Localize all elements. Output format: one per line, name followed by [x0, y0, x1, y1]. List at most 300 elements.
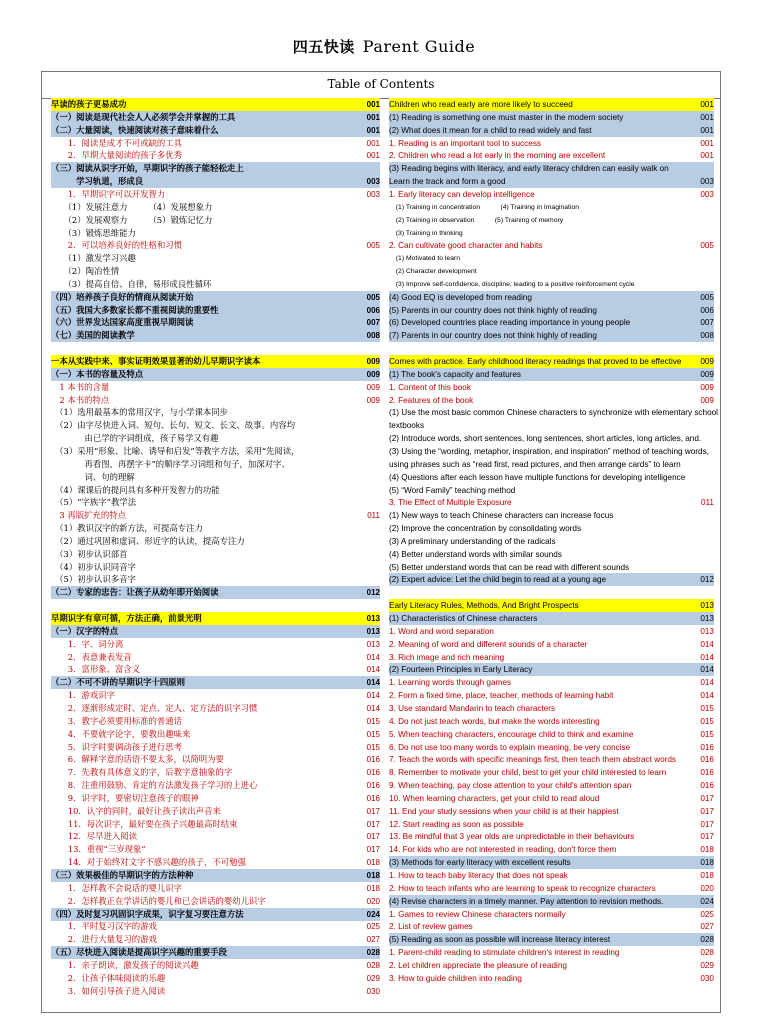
- toc-entry-title: 10. When learning characters, get your child to read aloud: [389, 793, 600, 803]
- toc-heading: Table of Contents: [42, 72, 720, 99]
- left-toc-row: [51, 432, 380, 445]
- toc-entry-page: 016: [700, 742, 714, 752]
- toc-entry-page: [684, 548, 714, 561]
- toc-entry-title: 1．早期识字可以开发智力: [51, 188, 166, 199]
- toc-entry-page: [350, 484, 380, 497]
- left-toc-row: [51, 818, 380, 831]
- toc-entry-page: 018: [366, 883, 380, 893]
- right-toc-row: [389, 882, 714, 895]
- toc-entry-title: (2) Introduce words, short sentences, long sentences, short articles, long articles, and.: [389, 434, 702, 444]
- right-toc-row: [389, 188, 714, 201]
- toc-entry-page: [684, 252, 714, 265]
- toc-entry-title: 2. Meaning of word and different sounds of a character: [389, 639, 588, 649]
- left-toc-row: [51, 985, 380, 998]
- toc-entry-page: 015: [366, 742, 380, 752]
- toc-entry-page: 018: [700, 845, 714, 855]
- toc-entry-title: (4) Good EQ is developed from reading: [389, 292, 532, 302]
- left-toc-row: [51, 381, 380, 394]
- toc-entry-title: 1. Early literacy can develop intelligence: [389, 189, 535, 199]
- right-toc-row: [389, 535, 714, 548]
- right-toc-row: [389, 227, 714, 240]
- left-toc-row: [51, 535, 380, 548]
- toc-entry-title: 2. Children who read a lot early in the morning are excellent: [389, 151, 606, 161]
- right-toc-row: [389, 432, 714, 445]
- left-toc-row: [51, 830, 380, 843]
- toc-entry-title: Early Literacy Rules, Methods, And Bright Prospects: [389, 601, 579, 611]
- toc-entry-page: 014: [366, 678, 380, 688]
- left-toc-row: [51, 175, 380, 188]
- toc-entry-page: 018: [366, 871, 380, 880]
- left-toc-row: [51, 162, 380, 175]
- right-toc-row: [389, 856, 714, 869]
- toc-entry-page: 008: [700, 331, 714, 341]
- toc-entry-title: (5) Reading as soon as possible will increase literacy interest: [389, 935, 611, 945]
- toc-entry-title: (5) “Word Family” teaching method: [389, 485, 516, 495]
- right-toc-row: [389, 445, 714, 458]
- left-toc-row: [51, 882, 380, 895]
- right-toc-row: [389, 651, 714, 664]
- toc-entry-title: 1．字、词分离: [51, 638, 124, 649]
- toc-entry-page: 016: [366, 793, 380, 803]
- toc-entry-title: （2）通过巩固和虚词、形近字的认读，提高专注力: [51, 535, 245, 546]
- toc-entry-page: 017: [700, 793, 714, 803]
- toc-entry-page: 003: [366, 177, 380, 187]
- toc-entry-page: 020: [366, 896, 380, 906]
- toc-entry-page: 009: [700, 382, 714, 392]
- left-toc-row: [51, 239, 380, 252]
- left-toc-row: [51, 766, 380, 779]
- toc-entry-page: 029: [700, 960, 714, 970]
- toc-entry-title: （2）陶冶性情: [51, 266, 120, 277]
- left-toc-row: [51, 715, 380, 728]
- toc-entry-page: 012: [366, 588, 380, 598]
- left-toc-row: [51, 471, 380, 484]
- right-toc-row: [389, 946, 714, 959]
- toc-entry-page: 003: [700, 177, 714, 187]
- toc-entry-page: [350, 561, 380, 574]
- right-toc-row: [389, 329, 714, 342]
- toc-entry-title: （二）不可不讲的早期识字十四原则: [51, 677, 185, 688]
- left-toc-row: [51, 316, 380, 329]
- toc-entry-title: 13．重视“三岁现象”: [51, 844, 146, 855]
- right-toc-row: [389, 458, 714, 471]
- toc-entry-title: (1) Training in concentration (4) Training in Imagination: [389, 203, 580, 211]
- toc-entry-title: （一）本书的容量及特点: [51, 368, 144, 379]
- toc-entry-page: 009: [366, 357, 380, 366]
- toc-entry-title: (2) Expert advice: Let the child begin to read at a young age: [389, 575, 607, 585]
- toc-entry-page: [709, 445, 739, 458]
- left-toc-row: [51, 843, 380, 856]
- left-toc-row: [51, 188, 380, 201]
- right-toc-row: [389, 676, 714, 689]
- toc-entry-page: [350, 548, 380, 561]
- toc-entry-page: 011: [700, 498, 714, 508]
- toc-entry-page: 017: [366, 806, 380, 816]
- toc-entry-page: 015: [366, 716, 380, 726]
- toc-entry-page: 029: [366, 973, 380, 983]
- right-toc-row: [389, 175, 714, 188]
- toc-entry-title: （二）专家的忠告：让孩子从幼年即开始阅读: [51, 587, 219, 598]
- right-toc-row: [389, 779, 714, 792]
- toc-entry-title: 9．识字时，要密切注意孩子的眼神: [51, 792, 199, 803]
- left-toc-row: [51, 933, 380, 946]
- toc-entry-title: （1）教识汉字的新方法，可提高专注力: [51, 523, 203, 534]
- right-toc-row: [389, 124, 714, 137]
- toc-entry-page: 013: [700, 626, 714, 636]
- toc-entry-title: Learn the track and form a good: [389, 177, 506, 187]
- toc-entry-title: （3）采用“形象、比喻、诱导和启发”等教字方法，采用“先阅读，: [51, 445, 300, 456]
- toc-entry-page: 006: [366, 305, 380, 315]
- toc-entry-page: 009: [700, 369, 714, 379]
- toc-entry-title: 3. How to guide children into reading: [389, 973, 522, 983]
- toc-entry-title: （三）效果极佳的早期识字的方法种种: [51, 870, 194, 880]
- left-toc-row: [51, 214, 380, 227]
- right-toc-row: [389, 573, 714, 586]
- toc-entry-title: （3）初步认识部首: [51, 548, 128, 559]
- toc-entry-title: 1. How to teach baby literacy that does not speak: [389, 871, 568, 880]
- toc-entry-title: 词、句的理解: [51, 471, 135, 482]
- toc-entry-title: 9. When teaching, pay close attention to your child's attention span: [389, 781, 632, 791]
- toc-entry-page: [350, 535, 380, 548]
- toc-entry-page: 003: [366, 189, 380, 199]
- toc-entry-page: 017: [700, 819, 714, 829]
- right-toc-row: [389, 715, 714, 728]
- toc-entry-title: (1) Use the most basic common Chinese characters to synchronize with elementary school: [389, 408, 719, 418]
- toc-entry-title: 2．让孩子体味阅读的乐趣: [51, 972, 166, 983]
- toc-entry-page: 001: [366, 112, 380, 122]
- right-toc-row: [389, 509, 714, 522]
- toc-entry-page: 009: [366, 395, 380, 405]
- toc-entry-page: 001: [366, 125, 380, 135]
- right-toc-row: [389, 561, 714, 574]
- toc-entry-page: 005: [366, 292, 380, 302]
- toc-entry-page: 014: [700, 665, 714, 675]
- right-toc-row: [389, 406, 719, 419]
- right-toc-row: [389, 137, 714, 150]
- toc-entry-title: (2) Improve the concentration by consolidating words: [389, 524, 582, 534]
- toc-entry-title: textbooks: [389, 421, 425, 431]
- toc-entry-page: 028: [366, 948, 380, 958]
- toc-entry-title: 12．尽早进入阅读: [51, 831, 138, 842]
- toc-entry-page: 030: [700, 973, 714, 983]
- toc-entry-title: 1. Learning words through games: [389, 678, 511, 688]
- left-toc-row: [51, 227, 380, 240]
- left-toc-row: [51, 265, 380, 278]
- toc-entry-title: 3．富形象、富含义: [51, 664, 141, 675]
- toc-entry-title: 4. Do not just teach words, but make the words interesting: [389, 716, 600, 726]
- toc-entry-page: [701, 432, 731, 445]
- toc-entry-title: （3）提高自信、自律，易形成良性循环: [51, 278, 212, 289]
- right-toc-row: [389, 278, 714, 291]
- left-toc-row: [51, 869, 380, 882]
- toc-entry-page: [684, 201, 714, 214]
- left-toc-row: [51, 625, 380, 638]
- toc-entry-title: (3) Using the “wording, metaphor, inspiration, and inspiration” method of teaching words,: [389, 446, 709, 456]
- toc-entry-page: 017: [366, 832, 380, 842]
- toc-entry-title: 1．阅读是成才不可或缺的工具: [51, 137, 182, 148]
- toc-entry-page: [350, 162, 380, 175]
- toc-entry-title: 1．怎样教不会说话的婴儿识字: [51, 882, 182, 893]
- toc-entry-page: 025: [366, 922, 380, 932]
- left-toc-row: [51, 111, 380, 124]
- left-toc-row: [51, 561, 380, 574]
- toc-entry-page: 016: [366, 755, 380, 765]
- toc-entry-page: 001: [366, 138, 380, 148]
- toc-entry-title: 2．可以培养良好的性格和习惯: [51, 240, 182, 251]
- toc-entry-page: 025: [700, 909, 714, 919]
- toc-entry-title: (5) Parents in our country does not think highly of reading: [389, 305, 597, 315]
- toc-entry-page: 003: [700, 189, 714, 199]
- toc-entry-title: 3. Rich image and rich meaning: [389, 652, 505, 662]
- toc-entry-title: 2. How to teach infants who are learning to speak to recognize characters: [389, 883, 656, 893]
- toc-entry-title: （五）尽快进入阅读是提高识字兴趣的重要手段: [51, 947, 227, 958]
- right-toc-row: [389, 638, 714, 651]
- left-toc-row: [51, 779, 380, 792]
- right-toc-row: [389, 741, 714, 754]
- toc-entry-page: [350, 445, 380, 458]
- toc-entry-page: 001: [366, 151, 380, 161]
- toc-entry-title: 7．先教有具体意义的字，后教字意抽象的字: [51, 767, 233, 778]
- left-toc-row: [51, 291, 380, 304]
- left-toc-row: [51, 741, 380, 754]
- toc-entry-page: 015: [700, 729, 714, 739]
- left-toc-row: [51, 792, 380, 805]
- toc-entry-page: 001: [700, 100, 714, 109]
- left-toc-row: [51, 522, 380, 535]
- toc-entry-page: [684, 214, 714, 227]
- toc-entry-title: （二）大量阅读，快速阅读对孩子意味着什么: [51, 124, 219, 135]
- left-toc-row: [51, 355, 380, 368]
- right-toc-row: [389, 111, 714, 124]
- toc-entry-page: 014: [366, 691, 380, 701]
- toc-entry-title: （三）阅读从识字开始，早期识字的孩子能轻松走上: [51, 163, 244, 174]
- toc-entry-title: 14. For kids who are not interested in reading, don't force them: [389, 845, 617, 855]
- left-toc-row: [51, 394, 380, 407]
- toc-entry-title: 一本从实践中来、事实证明效果显著的幼儿早期识字读本: [51, 356, 261, 366]
- toc-entry-title: (1) Characteristics of Chinese characters: [389, 614, 538, 623]
- left-toc-row: [51, 663, 380, 676]
- toc-entry-title: 2．逐渐形成定时、定点、定人、定方法的识字习惯: [51, 702, 258, 713]
- right-toc-row: [389, 612, 714, 625]
- toc-entry-page: 028: [700, 935, 714, 945]
- toc-entry-page: 008: [366, 331, 380, 341]
- left-toc-row: [51, 149, 380, 162]
- right-toc-row: [389, 484, 714, 497]
- toc-entry-title: 1 本书的含量: [51, 381, 110, 392]
- left-toc-row: [51, 304, 380, 317]
- left-toc-row: [51, 278, 380, 291]
- toc-entry-title: 11．每次识字，最好要在孩子兴趣最高时结束: [51, 818, 238, 829]
- left-toc-row: [51, 638, 380, 651]
- toc-entry-title: （4）初步认识同音字: [51, 561, 136, 572]
- toc-entry-title: 由已学的字词组成，孩子易学又有趣: [51, 433, 219, 444]
- left-toc-row: [51, 805, 380, 818]
- toc-entry-title: 2. Let children appreciate the pleasure of reading: [389, 960, 567, 970]
- toc-entry-page: 017: [366, 845, 380, 855]
- toc-entry-title: (4) Better understand words with similar sounds: [389, 549, 562, 559]
- toc-entry-page: [350, 278, 380, 291]
- toc-entry-page: 016: [366, 781, 380, 791]
- toc-entry-page: [684, 265, 714, 278]
- left-toc-row: [51, 201, 380, 214]
- toc-entry-page: [684, 278, 714, 291]
- right-toc-row: [389, 214, 714, 227]
- left-toc-row: [51, 612, 380, 625]
- toc-entry-title: 早读的孩子更易成功: [51, 99, 127, 109]
- toc-entry-page: [350, 406, 380, 419]
- toc-entry-title: (3) Improve self-confidence, discipline, leading to a positive reinforcement cycle: [389, 280, 635, 288]
- toc-entry-page: 017: [700, 832, 714, 842]
- toc-entry-page: 013: [700, 601, 714, 611]
- toc-entry-title: （六）世界发达国家高度重视早期阅读: [51, 317, 194, 328]
- toc-entry-page: [684, 458, 714, 471]
- right-toc-row: [389, 766, 714, 779]
- toc-entry-page: 007: [700, 318, 714, 328]
- right-toc-row: [389, 368, 714, 381]
- toc-entry-page: 011: [367, 511, 380, 521]
- toc-entry-title: Children who read early are more likely to succeed: [389, 100, 573, 109]
- toc-entry-page: 014: [366, 652, 380, 662]
- toc-entry-title: 1. Word and word separation: [389, 626, 494, 636]
- toc-entry-title: (5) Better understand words that can be read with different sounds: [389, 562, 630, 572]
- toc-entry-title: 3. The Effect of Multiple Exposure: [389, 498, 512, 508]
- toc-entry-page: [684, 419, 714, 432]
- toc-entry-page: [350, 432, 380, 445]
- right-toc-row: [389, 792, 714, 805]
- toc-entry-title: 1．游戏识字: [51, 690, 115, 701]
- toc-entry-page: 013: [366, 626, 380, 636]
- right-toc-row: [389, 663, 714, 676]
- toc-entry-page: 017: [366, 819, 380, 829]
- toc-entry-title: 12. Start reading as soon as possible: [389, 819, 524, 829]
- toc-entry-page: 015: [700, 716, 714, 726]
- toc-entry-page: 016: [700, 755, 714, 765]
- toc-entry-page: 013: [366, 639, 380, 649]
- toc-entry-title: 2. List of review games: [389, 922, 473, 932]
- right-toc-row: [389, 818, 714, 831]
- toc-entry-title: 早期识字有章可循，方法正确，前景光明: [51, 613, 202, 623]
- toc-entry-title: 2．怎样教正在学讲话的婴儿和已会讲话的婴幼儿识字: [51, 895, 266, 906]
- right-toc-row: [389, 98, 714, 111]
- toc-entry-page: 014: [700, 678, 714, 688]
- toc-entry-title: 6. Do not use too many words to explain meaning, be very concise: [389, 742, 631, 752]
- toc-entry-title: (3) Reading begins with literacy, and early literacy children can easily walk on: [389, 164, 669, 174]
- toc-entry-title: (6) Developed countries place reading importance in young people: [389, 318, 631, 328]
- toc-entry-title: 2. Can cultivate good character and habits: [389, 241, 543, 251]
- toc-entry-title: （5）“字族字”教学法: [51, 497, 137, 508]
- toc-entry-page: 027: [700, 922, 714, 932]
- left-toc-row: [51, 419, 380, 432]
- toc-entry-title: (4) Revise characters in a timely manner. Pay attention to revision methods.: [389, 896, 664, 906]
- left-toc-row: [51, 445, 380, 458]
- toc-entry-page: 005: [366, 241, 380, 251]
- right-toc-row: [389, 972, 714, 985]
- toc-entry-title: 10．认字的同时，最好让孩子读出声音来: [51, 805, 221, 816]
- toc-entry-page: 001: [700, 151, 714, 161]
- toc-entry-title: 5. When teaching characters, encourage child to think and examine: [389, 729, 634, 739]
- toc-entry-title: 再看图，再摆字卡”的顺序学习词组和句子，加深对字、: [51, 458, 290, 469]
- toc-entry-title: 2 本书的特点: [51, 394, 110, 405]
- left-toc-row: [51, 946, 380, 959]
- toc-entry-page: 014: [366, 665, 380, 675]
- right-toc-row: [389, 394, 714, 407]
- left-toc-row: [51, 651, 380, 664]
- toc-entry-title: 3．教字必须要用标准的普通话: [51, 715, 182, 726]
- toc-entry-title: 7. Teach the words with specific meanings first, then teach them abstract words: [389, 755, 677, 765]
- toc-entry-page: 001: [366, 100, 380, 109]
- toc-entry-page: [350, 252, 380, 265]
- toc-entry-page: [350, 227, 380, 240]
- toc-frame: [41, 71, 721, 1013]
- toc-entry-page: [350, 573, 380, 586]
- toc-entry-title: (2) Fourteen Principles in Early Literacy: [389, 665, 533, 675]
- toc-entry-page: 014: [700, 652, 714, 662]
- toc-entry-page: 016: [366, 768, 380, 778]
- toc-entry-title: （5）初步认识多音字: [51, 574, 136, 585]
- toc-entry-title: （一）阅读是现代社会人人必须学会并掌握的工具: [51, 111, 236, 122]
- toc-entry-page: 018: [700, 858, 714, 868]
- left-toc-row: [51, 920, 380, 933]
- toc-entry-page: 013: [700, 614, 714, 623]
- toc-entry-page: 006: [700, 305, 714, 315]
- toc-entry-page: 016: [700, 768, 714, 778]
- right-toc-row: [389, 355, 714, 368]
- toc-entry-page: [350, 471, 380, 484]
- toc-entry-title: 6．解释字意的话语不要太多，以简明为要: [51, 754, 224, 765]
- left-toc-row: [51, 728, 380, 741]
- toc-entry-title: 2．进行大量复习的游戏: [51, 934, 157, 945]
- right-toc-row: [389, 419, 714, 432]
- toc-entry-title: using phrases such as “read first, read pictures, and then arrange cards” to learn: [389, 459, 681, 469]
- toc-entry-page: 009: [700, 357, 714, 366]
- toc-entry-title: 3 再版扩充的特点: [51, 510, 126, 521]
- toc-entry-title: （1）选用最基本的常用汉字，与小学课本同步: [51, 407, 229, 418]
- left-toc-row: [51, 368, 380, 381]
- toc-entry-title: 1. Content of this book: [389, 382, 471, 392]
- toc-entry-page: [350, 214, 380, 227]
- right-toc-row: [389, 753, 714, 766]
- toc-entry-page: [684, 561, 714, 574]
- toc-entry-title: (3) Training in thinking: [389, 229, 463, 237]
- toc-entry-title: 1. Parent-child reading to stimulate children's interest in reading: [389, 948, 620, 958]
- toc-entry-page: [350, 522, 380, 535]
- toc-entry-page: 015: [366, 729, 380, 739]
- toc-entry-page: [684, 484, 714, 497]
- right-toc-row: [389, 933, 714, 946]
- right-toc-row: [389, 304, 714, 317]
- right-toc-row: [389, 291, 714, 304]
- toc-entry-title: 1．平时复习汉字的游戏: [51, 921, 157, 932]
- toc-entry-page: 001: [700, 112, 714, 122]
- toc-entry-title: 14．对于始终对文字不感兴趣的孩子，不可勉强: [51, 857, 246, 868]
- left-toc-row: [51, 548, 380, 561]
- right-toc-row: [389, 149, 714, 162]
- toc-entry-title: (4) Questions after each lesson have multiple functions for developing intelligence: [389, 472, 686, 482]
- left-toc-row: [51, 895, 380, 908]
- toc-entry-title: （4）课课后的提问具有多种开发智力的功能: [51, 484, 220, 495]
- toc-entry-page: [350, 496, 380, 509]
- toc-entry-title: 3．如何引导孩子进入阅读: [51, 985, 166, 996]
- left-toc-row: [51, 573, 380, 586]
- left-toc-row: [51, 856, 380, 869]
- toc-entry-title: (1) New ways to teach Chinese characters can increase focus: [389, 511, 614, 521]
- toc-entry-title: 3. Use standard Mandarin to teach characters: [389, 703, 556, 713]
- left-toc-row: [51, 908, 380, 921]
- left-toc-row: [51, 329, 380, 342]
- toc-entry-page: 014: [700, 639, 714, 649]
- toc-entry-page: [350, 201, 380, 214]
- toc-entry-page: 001: [700, 138, 714, 148]
